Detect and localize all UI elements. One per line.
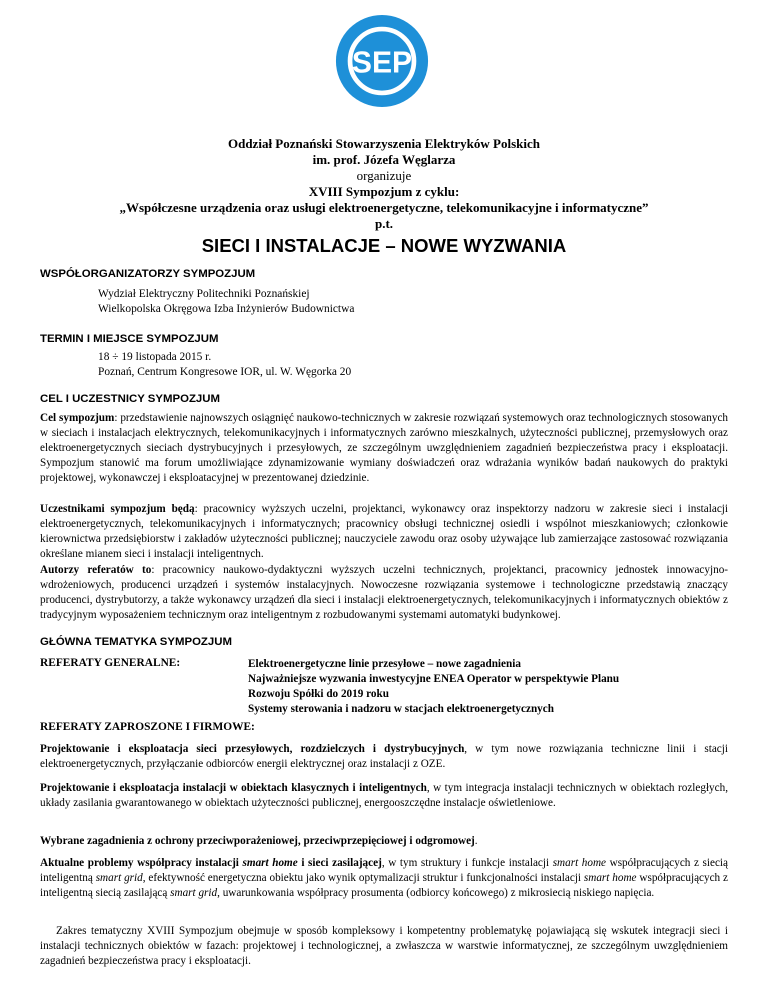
- venue-date: 18 ÷ 19 listopada 2015 r.: [98, 351, 212, 363]
- general-paper-item: Najważniejsze wyzwania inwestycyjne ENEA Operator w perspektywie Planu Rozwoju Spółki do 2019 roku: [248, 673, 620, 700]
- authors-paragraph: [40, 563, 728, 623]
- section-heading-venue: TERMIN I MIEJSCE SYMPOZJUM: [40, 333, 219, 345]
- goal-label: Cel sympozjum: [40, 412, 115, 424]
- venue-place: Poznań, Centrum Kongresowe IOR, ul. W. Węgorka 20: [98, 366, 352, 378]
- goal-paragraph: [40, 411, 728, 486]
- coorganizer-item: Wydział Elektryczny Politechniki Poznańskiej: [98, 288, 310, 300]
- participants-paragraph: [40, 502, 728, 562]
- header-line-5: „Współczesne urządzenia oraz usługi elektroenergetyczne, telekomunikacyjne i informatyczne”: [119, 200, 649, 215]
- section-heading-topics: GŁÓWNA TEMATYKA SYMPOZJUM: [40, 636, 232, 648]
- topic-paragraph: [40, 834, 728, 849]
- closing-paragraph: Zakres tematyczny XVIII Sympozjum obejmuje w sposób kompleksowy i kompetentny problematykę pojawiającą się wskutek integracji sieci i instalacji technicznych obiektów w fazach: projektowej i technologicznej, a zwłaszcza w warstwie informatycznej, ze szczególnym uwzględnieniem zagadnień bezpieczeństwa pracy i eksploatacji.: [40, 925, 728, 967]
- participants-label: Uczestnikami sympozjum będą: [40, 503, 195, 515]
- header-line-3: organizuje: [356, 168, 412, 183]
- topic-paragraph: [40, 781, 728, 811]
- topic-bold: Projektowanie i eksploatacja sieci przesyłowych, rozdzielczych i dystrybucyjnych: [40, 743, 465, 755]
- topic-paragraph: [40, 856, 728, 901]
- coorganizer-item: Wielkopolska Okręgowa Izba Inżynierów Budownictwa: [98, 303, 355, 315]
- topic-text: współpracujących z inteligentną siecią zasilającą: [40, 872, 728, 899]
- header-line-2: im. prof. Józefa Węglarza: [312, 152, 456, 167]
- topic-text: , w tym nowe rozwiązania techniczne linii i stacji elektroenergetycznych, przyłączanie odbiorców energii elektrycznej oraz instalacji z OZE.: [40, 743, 728, 770]
- header-line-4: XVIII Sympozjum z cyklu:: [308, 184, 460, 199]
- goal-text: : przedstawienie najnowszych osiągnięć naukowo-technicznych w zakresie rozwiązań systemowych oraz technologicznych stosowanych w sieciach i instalacjach elektrycznych, telekomunikacyjnych i informatycznych zarówno mieszkalnych, użyteczności publicznej, przemysłowych oraz elektroenergetycznych sieciach dystrybucyjnych i przesyłowych, ze szczególnym uwzględnieniem zagadnień bezpieczeństwa pracy i eksploatacji. Sympozjum stanowić ma forum umożliwiające zdynamizowanie wymiany doświadczeń oraz wdrażania wyników badań naukowych do praktyki projektowej, wykonawczej i eksploatacyjnej w prezentowanej dziedzinie.: [40, 412, 728, 484]
- topic-bold: Wybrane zagadnienia z ochrony przeciwporażeniowej, przeciwprzepięciowej i odgromowej: [40, 835, 475, 847]
- participants-text: : pracownicy wyższych uczelni, projektanci, wykonawcy oraz inspektorzy nadzoru w zakresie sieci i instalacji elektroenergetycznych, telekomunikacyjnych i informatycznych; pracownicy obsługi technicznej osiedli i wspólnot mieszkaniowych; członkowie kierownictwa przedsiębiorstw i zakładów użyteczności publicznej; nauczyciele zawodu oraz osoby używające lub zamierzające zastosować rozwiązania określane mianem sieci i instalacji inteligentnych.: [40, 503, 729, 560]
- section-heading-goal: CEL I UCZESTNICY SYMPOZJUM: [40, 393, 220, 405]
- general-papers-list: [248, 657, 648, 717]
- topic-text: .: [474, 835, 478, 847]
- topic-italic: smart grid: [95, 872, 143, 884]
- header-line-1: Oddział Poznański Stowarzyszenia Elektryków Polskich: [227, 136, 541, 151]
- svg-text:SEP: SEP: [351, 46, 413, 80]
- topic-text: , w tym integracja instalacji technicznych w obiektach rozległych, układy zasilania gwarantowanego w obiektach użyteczności publicznej, energooszczędne instalacje oświetleniowe.: [40, 782, 729, 809]
- sep-logo: [335, 14, 429, 108]
- general-papers-label: REFERATY GENERALNE:: [40, 657, 181, 669]
- topic-bold: Projektowanie i eksploatacja instalacji w obiektach klasycznych i inteligentnych: [40, 782, 427, 794]
- topic-bold-italic: smart home: [242, 857, 298, 869]
- topic-italic: smart home: [583, 872, 637, 884]
- section-heading-coorganizers: WSPÓŁORGANIZATORZY SYMPOZJUM: [40, 268, 256, 280]
- authors-label: Autorzy referatów to: [40, 564, 152, 576]
- topic-text: współpracujących z siecią inteligentną: [40, 857, 728, 884]
- general-paper-item: Elektroenergetyczne linie przesyłowe – nowe zagadnienia: [248, 658, 521, 670]
- topic-text: , w tym struktury i funkcje instalacji: [381, 857, 553, 869]
- topic-bold: Aktualne problemy współpracy instalacji: [40, 857, 243, 869]
- authors-text: : pracownicy naukowo-dydaktyczni wyższych uczelni technicznych, projektanci, pracownicy jednostek innowacyjno-wdrożeniowych, producenci urządzeń i systemów instalacyjnych. Nowoczesne rozwiązania systemowe i technologiczne przedstawią znaczący producenci, dystrybutorzy, a także wykonawcy urządzeń dla sieci i instalacji elektroenergetycznych, telekomunikacyjnych i informatycznych obiektów z tradycyjnym wyposażeniem technicznym oraz inteligentnym z rozbudowanymi systemami automatyki budynkowej.: [40, 564, 729, 621]
- topic-text: , uwarunkowania współpracy prosumenta (odbiorcy końcowego) z mikrosiecią niskiego napięcia.: [217, 887, 655, 899]
- document-title: SIECI I INSTALACJE – NOWE WYZWANIA: [201, 235, 567, 256]
- general-paper-item: Systemy sterowania i nadzoru w stacjach elektroenergetycznych: [248, 703, 554, 715]
- header-line-6: p.t.: [374, 216, 394, 231]
- header-block: [40, 136, 728, 232]
- topic-text: , efektywność energetyczna obiektu jako wynik optymalizacji struktur i funkcjonalności instalacji: [142, 872, 584, 884]
- topic-paragraph: [40, 742, 728, 772]
- topic-italic: smart grid: [170, 887, 218, 899]
- invited-papers-label: REFERATY ZAPROSZONE I FIRMOWE:: [40, 721, 255, 733]
- topic-italic: smart home: [552, 857, 607, 869]
- topic-bold: i sieci zasilającej: [297, 857, 382, 869]
